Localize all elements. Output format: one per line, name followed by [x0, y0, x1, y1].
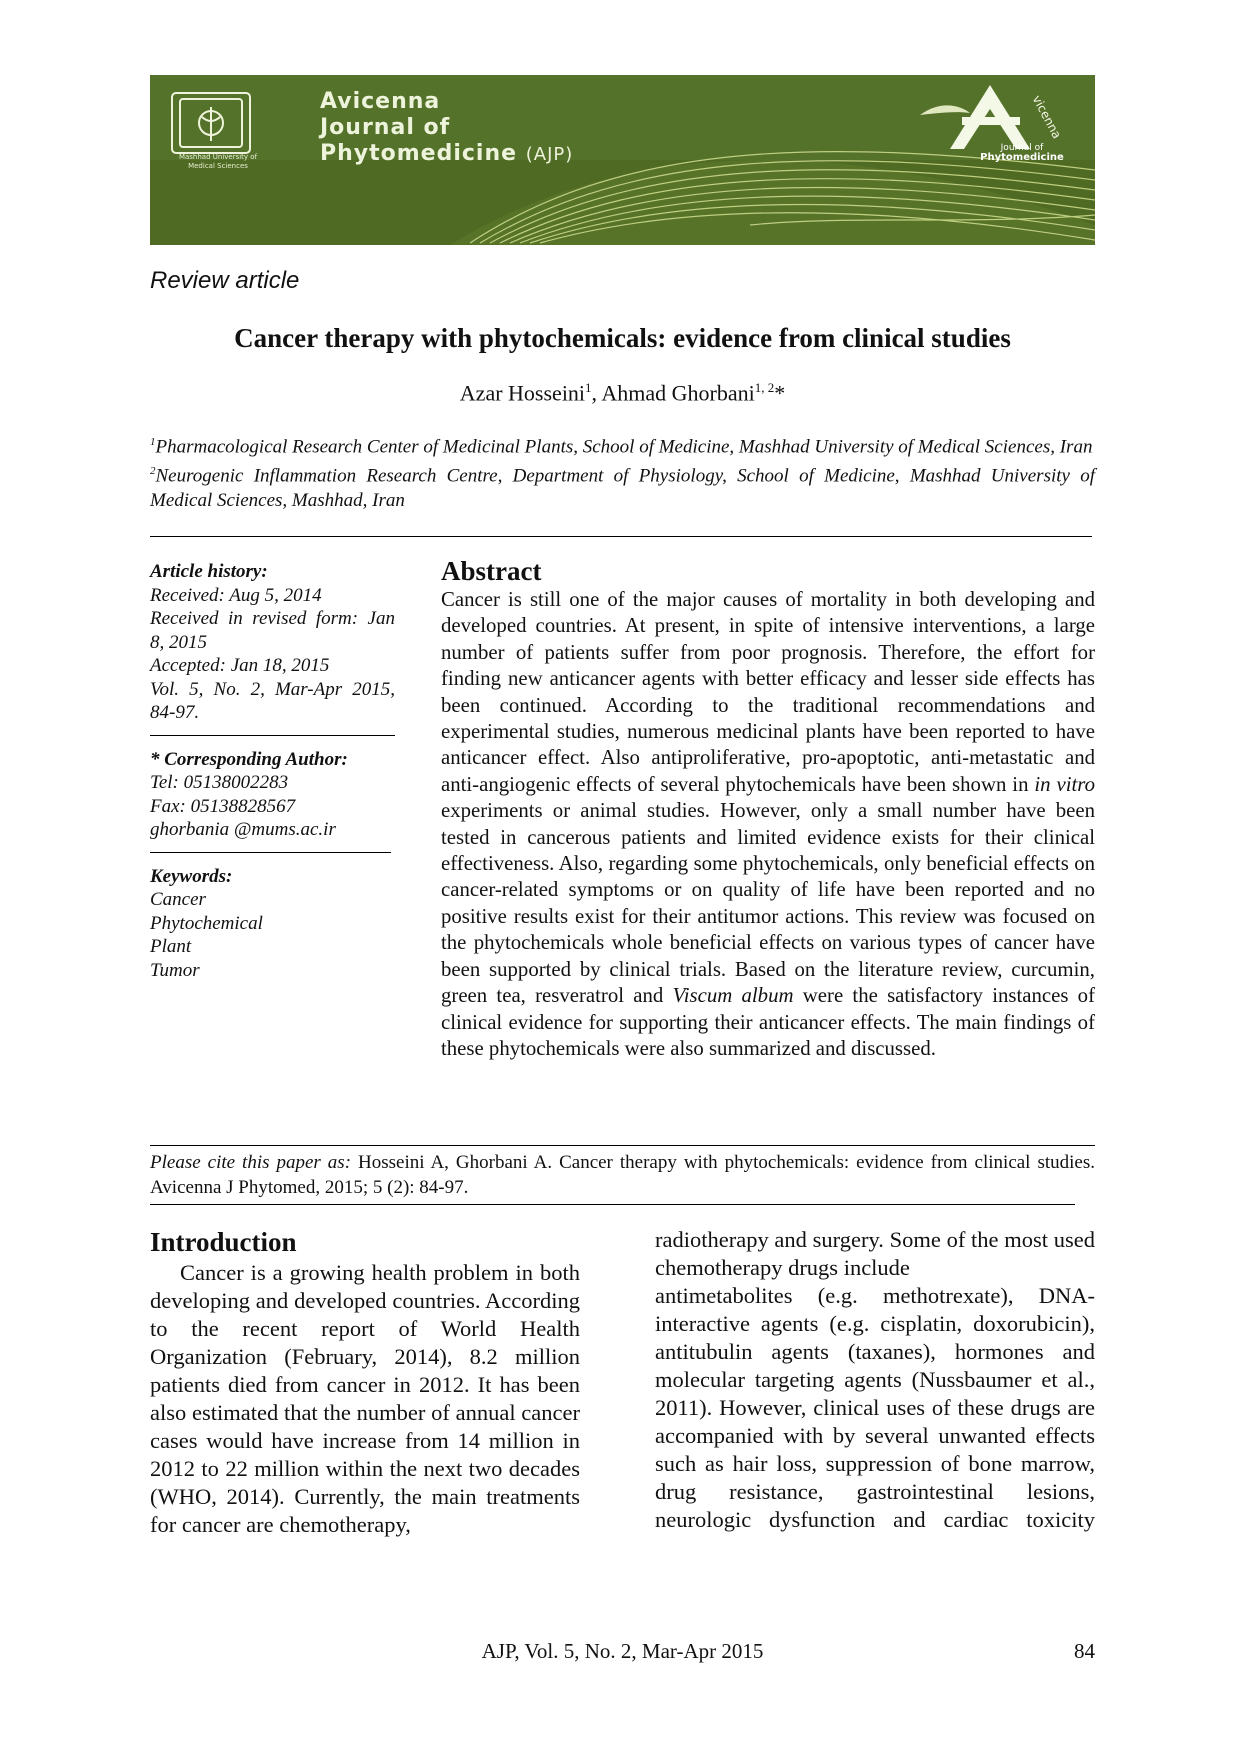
article-history [150, 560, 395, 725]
author-1-affil: 1 [585, 380, 592, 395]
tel: Tel: 05138002283 [150, 772, 289, 793]
introduction-right-column [655, 1226, 1095, 1534]
affiliation-1 [150, 430, 1095, 459]
author-2-affil: 1, 2 [754, 380, 775, 395]
affiliation-1-text: Pharmacological Research Center of Medicinal Plants, School of Medicine, Mashhad University of Medical Sciences, Iran [155, 436, 1093, 458]
author-list [150, 380, 1095, 406]
email: ghorbania @mums.ac.ir [150, 819, 336, 840]
journal-banner [150, 75, 1095, 245]
corresponding-mark: * [774, 380, 786, 406]
keywords-heading: Keywords: [150, 865, 233, 887]
banner-wave-graphic [150, 75, 1095, 245]
author-separator: , [591, 380, 602, 406]
received-date: Received: Aug 5, 2014 [150, 584, 322, 606]
citation-box [150, 1150, 1095, 1200]
affiliation-2 [150, 459, 1095, 512]
abstract-part-1: Cancer is still one of the major causes of mortality in both developing and developed countries. At present, in spite of intensive interventions, a large number of patients suffer from poor prognosis. Therefore, the effort for finding new anticancer agents with better efficacy and lesser side effects has been continued. According to the traditional recommendations and experimental studies, numerous medicinal plants have been reported to have anticancer effect. Also antiproliferative, pro-apoptotic, anti-metastatic and anti-angiogenic effects of several phytochemicals have been shown in [441, 588, 1095, 796]
abstract-italic-1: in vitro [1034, 772, 1095, 796]
abstract-heading: Abstract [441, 556, 542, 586]
right-logo-caption-main: Phytomedicine [980, 152, 1064, 163]
affiliation-1-num: 1 [150, 436, 156, 448]
abstract-italic-2: Viscum album [672, 984, 794, 1008]
author-2-name: Ahmad Ghorbani [601, 380, 755, 406]
keyword-item: Cancer [150, 889, 206, 910]
keywords [150, 865, 395, 983]
corresponding-author [150, 748, 395, 842]
accepted-date: Accepted: Jan 18, 2015 [150, 655, 330, 676]
journal-name-line2: Journal of [320, 115, 451, 140]
introduction-right-paragraph-2: antimetabolites (e.g. methotrexate), DNA-interactive agents (e.g. cisplatin, doxorubicin), antitubulin agents (taxanes), hormones and molecular targeting agents (Nussbaumer et al., 2011). However, clinical uses of these drugs are accompanied with by several unwanted effects such as hair loss, suppression of bone marrow, drug resistance, gastrointestinal lesions, neurologic dysfunction and cardiac toxicity [655, 1283, 1095, 1532]
corresponding-heading: * Corresponding Author: [150, 748, 348, 770]
introduction-right-paragraph-1: radiotherapy and surgery. Some of the most used chemotherapy drugs include [655, 1227, 1095, 1280]
keyword-item: Tumor [150, 959, 200, 981]
author-1-name: Azar Hosseini [459, 380, 586, 406]
university-caption: Mashhad University of Medical Sciences [178, 153, 258, 170]
introduction-heading: Introduction [150, 1227, 297, 1257]
right-logo-caption [957, 143, 1087, 163]
abstract-part-2: experiments or animal studies. However, only a small number have been tested in cancerous patients and limited evidence exists for their clinical effectiveness. Also, regarding some phytochemicals, only beneficial effects on cancer-related symptoms or on quality of life have been reported and no positive results exist for their antitumor actions. This review was focused on the phytochemicals whole beneficial effects on various types of cancer have been supported by clinical trials. Based on the literature review, curcumin, green tea, resveratrol and [441, 799, 1095, 1008]
citation-bottom-divider [150, 1204, 1075, 1205]
journal-name-phytomedicine: Phytomedicine [320, 141, 518, 166]
fax: Fax: 05138828567 [150, 795, 296, 817]
citation-label: Please cite this paper as: [150, 1152, 352, 1173]
abstract-section [441, 555, 1095, 1062]
keyword-item: Plant [150, 936, 192, 957]
sidebar-divider-1 [150, 735, 395, 736]
history-heading: Article history: [150, 561, 268, 582]
journal-name-line3 [320, 141, 573, 168]
article-info-sidebar [150, 560, 395, 982]
journal-name-line1: Avicenna [320, 89, 441, 114]
footer-journal-info: AJP, Vol. 5, No. 2, Mar-Apr 2015 [481, 1639, 764, 1663]
paper-title: Cancer therapy with phytochemicals: evidence from clinical studies [234, 323, 1011, 353]
introduction-left-column [150, 1225, 580, 1539]
abstract-text [441, 587, 1095, 1062]
affiliations [150, 430, 1095, 513]
citation-top-divider [150, 1145, 1095, 1146]
header-divider [150, 536, 1092, 537]
page-number: 84 [1074, 1639, 1095, 1663]
introduction-paragraph: Cancer is a growing health problem in both developing and developed countries. According to the recent report of World Health Organization (February, 2014), 8.2 million patients died from cancer in 2012. It has been also estimated that the number of annual cancer cases would have increase from 14 million in 2012 to 22 million within the next two decades (WHO, 2014). Currently, the main treatments for cancer are chemotherapy, [150, 1260, 580, 1537]
abstract-part-3: were the satisfactory instances of clinical evidence for supporting their anticancer effects. The main findings of these phytochemicals were also summarized and discussed. [441, 984, 1095, 1060]
affiliation-2-text: Neurogenic Inflammation Research Centre, Department of Physiology, School of Medicine, Mashhad University of Medical Sciences, Mashhad, Iran [150, 465, 1095, 511]
keyword-item: Phytochemical [150, 912, 263, 934]
journal-abbreviation: (AJP) [525, 144, 574, 165]
right-logo-caption-small: Journal of [1000, 143, 1044, 153]
article-type: Review article [150, 267, 300, 294]
citation-text: Hosseini A, Ghorbani A. Cancer therapy with phytochemicals: evidence from clinical studies. Avicenna J Phytomed, 2015; 5 (2): 84-97. [150, 1152, 1095, 1198]
sidebar-divider-2 [150, 852, 391, 853]
volume-info: Vol. 5, No. 2, Mar-Apr 2015, 84-97. [150, 678, 395, 723]
affiliation-2-num: 2 [150, 465, 156, 478]
revised-date: Received in revised form: Jan 8, 2015 [150, 608, 395, 653]
right-logo-word: vicenna [1029, 93, 1065, 142]
